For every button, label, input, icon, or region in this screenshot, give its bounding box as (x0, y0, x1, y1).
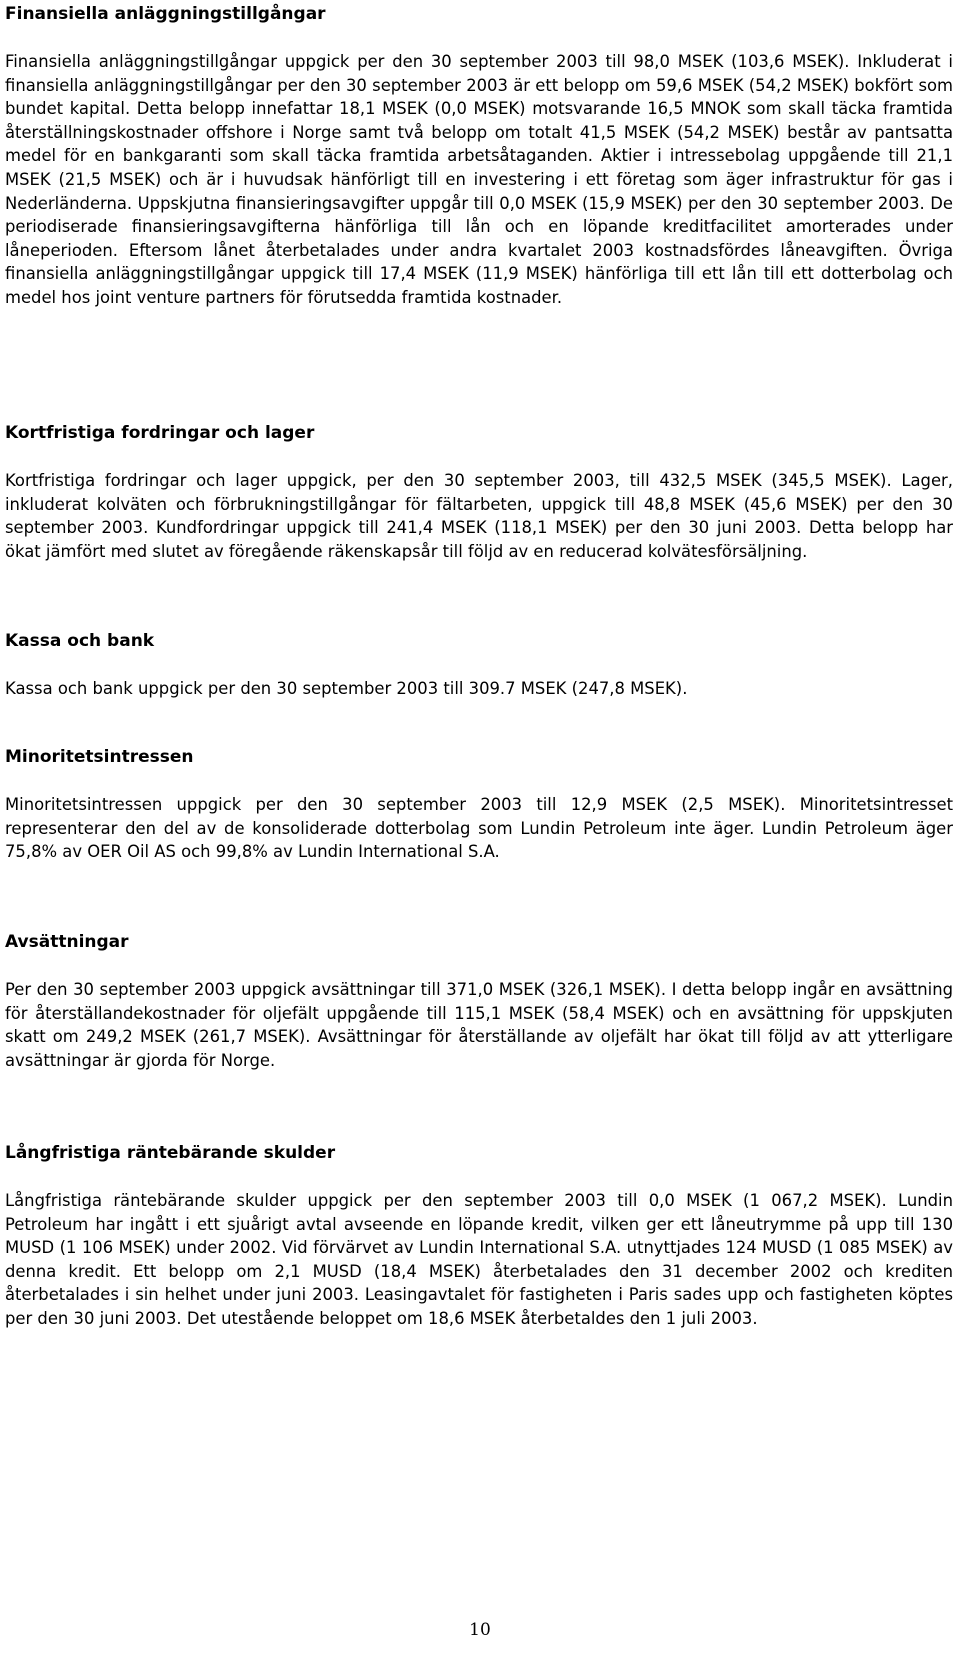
section-body: Kassa och bank uppgick per den 30 september 2003 till 309.7 MSEK (247,8 MSEK). (5, 679, 688, 698)
section-kortfristiga-fordringar (5, 421, 953, 563)
section-kassa-och-bank (5, 629, 953, 701)
section-heading: Kortfristiga fordringar och lager (5, 423, 315, 443)
section-body: Kortfristiga fordringar och lager uppgick, per den 30 september 2003, till 432,5 MSEK (345,5 MSEK). Lager, inkluderat kolväten och förbrukningstillgångar för fältarbeten, uppgick till 48,8 MSEK (45,6 MSEK) per den 30 september 2003. Kundfordringar uppgick till 241,4 MSEK (118,1 MSEK) per den 30 juni 2003. Detta belopp har ökat jämfört med slutet av föregående räkenskapsår till följd av en reducerad kolvätesförsäljning. (5, 471, 953, 561)
section-body: Finansiella anläggningstillgångar uppgick per den 30 september 2003 till 98,0 MSEK (103,6 MSEK). Inkluderat i finansiella anläggningstillgångar per den 30 september 2003 är ett belopp om 59,6 MSEK (54,2 MSEK) bokfört som bundet kapital. Detta belopp innefattar 18,1 MSEK (0,0 MSEK) motsvarande 16,5 MNOK som skall täcka framtida återställningskostnader offshore i Norge samt två belopp om totalt 41,5 MSEK (54,2 MSEK) består av pantsatta medel för en bankgaranti som skall täcka framtida arbetsåtaganden. Aktier i intressebolag uppgående till 21,1 MSEK (21,5 MSEK) och är i huvudsak hänförligt till en investering i ett företag som äger infrastruktur för gas i Nederländerna. Uppskjutna finansieringsavgifter uppgår till 0,0 MSEK (15,9 MSEK) per den 30 september 2003. De periodiserade finansieringsavgifterna hänförliga till lån och en löpande kreditfacilitet amorterades under låneperioden. Eftersom lånet återbetalades under andra kvartalet 2003 kostnadsfördes låneavgiften. Övriga finansiella anläggningstillgångar uppgick till 17,4 MSEK (11,9 MSEK) hänförliga till ett lån till ett dotterbolag och medel hos joint venture partners för förutsedda framtida kostnader. (5, 52, 953, 307)
section-heading: Avsättningar (5, 932, 129, 952)
section-heading: Kassa och bank (5, 631, 155, 651)
section-minoritetsintressen (5, 745, 953, 864)
section-body: Per den 30 september 2003 uppgick avsättningar till 371,0 MSEK (326,1 MSEK). I detta belopp ingår en avsättning för återställandekostnader för oljefält uppgående till 115,1 MSEK (58,4 MSEK) och en avsättning för uppskjuten skatt om 249,2 MSEK (261,7 MSEK). Avsättningar för återställande av oljefält har ökat till följd av att ytterligare avsättningar är gjorda för Norge. (5, 980, 953, 1070)
section-body: Minoritetsintressen uppgick per den 30 september 2003 till 12,9 MSEK (2,5 MSEK). Minoritetsintresset representerar den del av de konsoliderade dotterbolag som Lundin Petroleum inte äger. Lundin Petroleum äger 75,8% av OER Oil AS och 99,8% av Lundin International S.A. (5, 795, 953, 862)
section-heading: Långfristiga räntebärande skulder (5, 1143, 336, 1163)
section-langfristiga-skulder (5, 1141, 953, 1331)
section-finansiella-anlaggningstillgangar (5, 2, 953, 310)
section-avsattningar (5, 930, 953, 1072)
section-body: Långfristiga räntebärande skulder uppgick per den september 2003 till 0,0 MSEK (1 067,2 MSEK). Lundin Petroleum har ingått i ett sjuårigt avtal avseende en löpande kredit, vilken ger ett låneutrymme på upp till 130 MUSD (1 106 MSEK) under 2002. Vid förvärvet av Lundin International S.A. utnyttjades 124 MUSD (1 085 MSEK) av denna kredit. Ett belopp om 2,1 MUSD (18,4 MSEK) återbetalades den 31 december 2002 och krediten återbetalades i sin helhet under juni 2003. Leasingavtalet för fastigheten i Paris sades upp och fastigheten köptes per den 30 juni 2003. Det utestående beloppet om 18,6 MSEK återbetaldes den 1 juli 2003. (5, 1191, 953, 1328)
section-heading: Minoritetsintressen (5, 747, 194, 767)
page-number: 10 (469, 1620, 491, 1640)
section-heading: Finansiella anläggningstillgångar (5, 4, 326, 24)
